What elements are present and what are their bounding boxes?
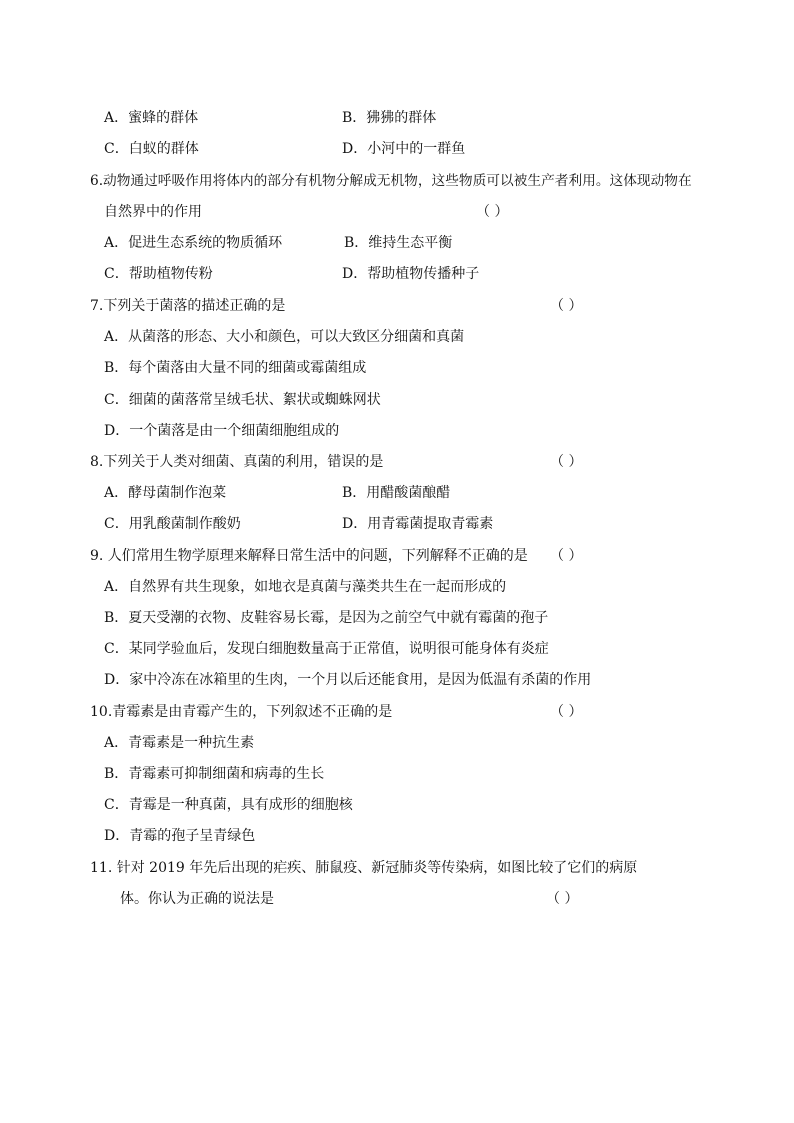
q10-option-c: C．青霉是一种真菌，具有成形的细胞核 (104, 797, 353, 813)
q9-answer-bracket: （ ） (550, 548, 583, 564)
q11-stem-line1: 11. 针对 2019 年先后出现的疟疾、肺鼠疫、新冠肺炎等传染病，如图比较了它们的病原 (90, 860, 638, 876)
q7-option-d: D．一个菌落是由一个细菌细胞组成的 (104, 423, 340, 439)
q6-stem-line1: 6.动物通过呼吸作用将体内的部分有机物分解成无机物，这些物质可以被生产者利用。这体现动物在 (90, 173, 692, 189)
q7-option-a: A．从菌落的形态、大小和颜色，可以大致区分细菌和真菌 (104, 329, 465, 345)
q8-option-a: A．酵母菌制作泡菜 (104, 485, 227, 501)
q10-answer-bracket: （ ） (550, 704, 583, 720)
q7-stem: 7.下列关于菌落的描述正确的是 (90, 298, 286, 314)
q8-answer-bracket: （ ） (550, 454, 583, 470)
q5-option-b: B．狒狒的群体 (342, 110, 437, 126)
q7-option-b: B．每个菌落由大量不同的细菌或霉菌组成 (104, 360, 367, 376)
q6-option-a: A．促进生态系统的物质循环 (104, 235, 283, 251)
q6-answer-bracket: （ ） (476, 204, 509, 220)
q6-option-c: C．帮助植物传粉 (104, 266, 213, 282)
q9-option-c: C．某同学验血后，发现白细胞数量高于正常值，说明很可能身体有炎症 (104, 641, 549, 657)
q5-option-a: A．蜜蜂的群体 (104, 110, 199, 126)
q9-option-b: B．夏天受潮的衣物、皮鞋容易长霉，是因为之前空气中就有霉菌的孢子 (104, 610, 549, 626)
q6-stem-line2: 自然界中的作用 (104, 204, 202, 220)
q8-option-d: D．用青霉菌提取青霉素 (342, 516, 494, 532)
q9-option-a: A．自然界有共生现象，如地衣是真菌与藻类共生在一起而形成的 (104, 579, 507, 595)
q6-option-d: D．帮助植物传播种子 (342, 266, 480, 282)
q5-option-d: D．小河中的一群鱼 (342, 141, 466, 157)
q7-option-c: C．细菌的菌落常呈绒毛状、絮状或蜘蛛网状 (104, 392, 381, 408)
q5-option-c: C．白蚁的群体 (104, 141, 199, 157)
q9-option-d: D．家中冷冻在冰箱里的生肉，一个月以后还能食用，是因为低温有杀菌的作用 (104, 672, 592, 688)
q8-option-c: C．用乳酸菌制作酸奶 (104, 516, 241, 532)
q11-answer-bracket: （ ） (546, 891, 579, 907)
q7-answer-bracket: （ ） (550, 298, 583, 314)
q10-option-d: D．青霉的孢子呈青绿色 (104, 828, 256, 844)
q6-option-b: B．维持生态平衡 (344, 235, 453, 251)
q9-stem: 9. 人们常用生物学原理来解释日常生活中的问题，下列解释不正确的是 (90, 548, 528, 564)
q11-stem-line2: 体。你认为正确的说法是 (120, 891, 274, 907)
q10-option-a: A．青霉素是一种抗生素 (104, 735, 255, 751)
q10-option-b: B．青霉素可抑制细菌和病毒的生长 (104, 766, 325, 782)
q8-stem: 8.下列关于人类对细菌、真菌的利用，错误的是 (90, 454, 384, 470)
q10-stem: 10.青霉素是由青霉产生的，下列叙述不正确的是 (90, 704, 393, 720)
q8-option-b: B．用醋酸菌酿醋 (342, 485, 451, 501)
